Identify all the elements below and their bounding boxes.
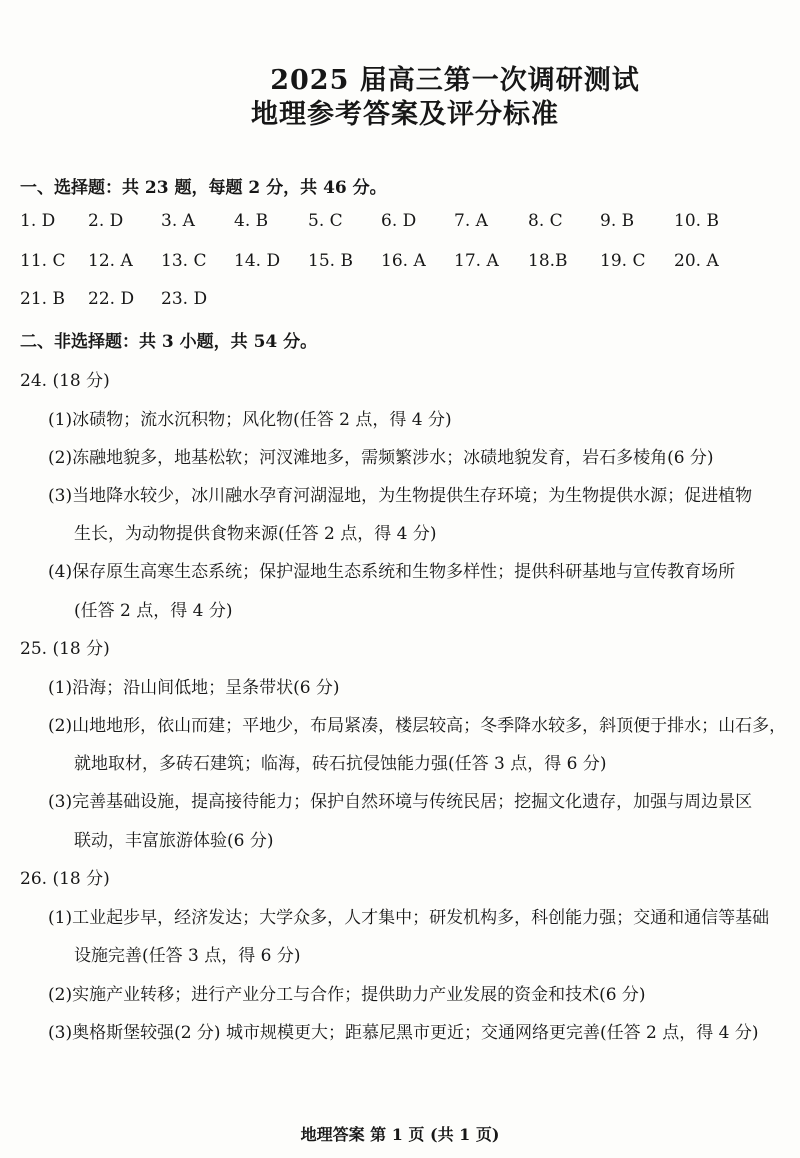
q24-answer-4: (4)保存原生高寒生态系统；保护湿地生态系统和生物多样性；提供科研基地与宣传教育场所 [48,562,736,582]
mc-answer: 18.B [528,251,568,271]
q26-answer-2: (2)实施产业转移；进行产业分工与合作；提供助力产业发展的资金和技术(6 分) [48,985,646,1005]
question-26-label: 26. (18 分) [20,869,110,889]
q26-answer-1-cont: 设施完善(任答 3 点，得 6 分) [74,946,301,966]
mc-answer: 4. B [234,211,269,231]
page-footer: 地理答案 第 1 页 (共 1 页) [300,1125,500,1144]
mc-answer: 1. D [20,211,56,231]
mc-answer: 3. A [161,211,195,231]
mc-answer: 14. D [234,251,281,271]
mc-answer: 16. A [381,251,426,271]
mc-answer: 5. C [308,211,343,231]
question-24-label: 24. (18 分) [20,371,110,391]
mc-answer: 9. B [600,211,635,231]
mc-answer: 10. B [674,211,719,231]
mc-answer: 6. D [381,211,417,231]
q25-answer-3: (3)完善基础设施，提高接待能力；保护自然环境与传统民居；挖掘文化遗存，加强与周边景区 [48,792,753,812]
mc-answer: 20. A [674,251,719,271]
mc-answer: 11. C [20,251,66,271]
mc-answer: 2. D [88,211,124,231]
exam-title: 2025 届高三第一次调研测试 [270,65,640,96]
mc-answer: 15. B [308,251,353,271]
mc-answer: 21. B [20,289,65,309]
q25-answer-1: (1)沿海；沿山间低地；呈条带状(6 分) [48,678,340,698]
q24-answer-3: (3)当地降水较少，冰川融水孕育河湖湿地，为生物提供生存环境；为生物提供水源；促进植物 [48,486,753,506]
q25-answer-2-cont: 就地取材，多砖石建筑；临海，砖石抗侵蚀能力强(任答 3 点，得 6 分) [74,754,607,774]
q24-answer-2: (2)冻融地貌多，地基松软；河汊滩地多，需频繁涉水；冰碛地貌发育，岩石多棱角(6 分) [48,448,714,468]
q24-answer-1: (1)冰碛物；流水沉积物；风化物(任答 2 点，得 4 分) [48,410,452,430]
mc-answer: 23. D [161,289,208,309]
q25-answer-2: (2)山地地形，依山而建；平地少，布局紧凑，楼层较高；冬季降水较多，斜顶便于排水；山石多， [48,716,787,736]
q24-answer-4-cont: (任答 2 点，得 4 分) [74,601,233,621]
mc-answer: 7. A [454,211,488,231]
answer-key-title: 地理参考答案及评分标准 [251,99,559,130]
q26-answer-1: (1)工业起步早，经济发达；大学众多，人才集中；研发机构多，科创能力强；交通和通信等基础 [48,908,770,928]
mc-answer: 19. C [600,251,646,271]
q24-answer-3-cont: 生长，为动物提供食物来源(任答 2 点，得 4 分) [74,524,437,544]
q26-answer-3: (3)奥格斯堡较强(2 分) 城市规模更大；距慕尼黑市更近；交通网络更完善(任答 2 点，得 4 分) [48,1023,759,1043]
mc-answer: 8. C [528,211,563,231]
question-25-label: 25. (18 分) [20,639,110,659]
mc-answer: 12. A [88,251,133,271]
q25-answer-3-cont: 联动，丰富旅游体验(6 分) [74,831,274,851]
section-1-heading: 一、选择题：共 23 题，每题 2 分，共 46 分。 [20,178,387,198]
section-2-heading: 二、非选择题：共 3 小题，共 54 分。 [20,332,318,352]
mc-answer: 17. A [454,251,499,271]
mc-answer: 13. C [161,251,207,271]
mc-answer: 22. D [88,289,135,309]
